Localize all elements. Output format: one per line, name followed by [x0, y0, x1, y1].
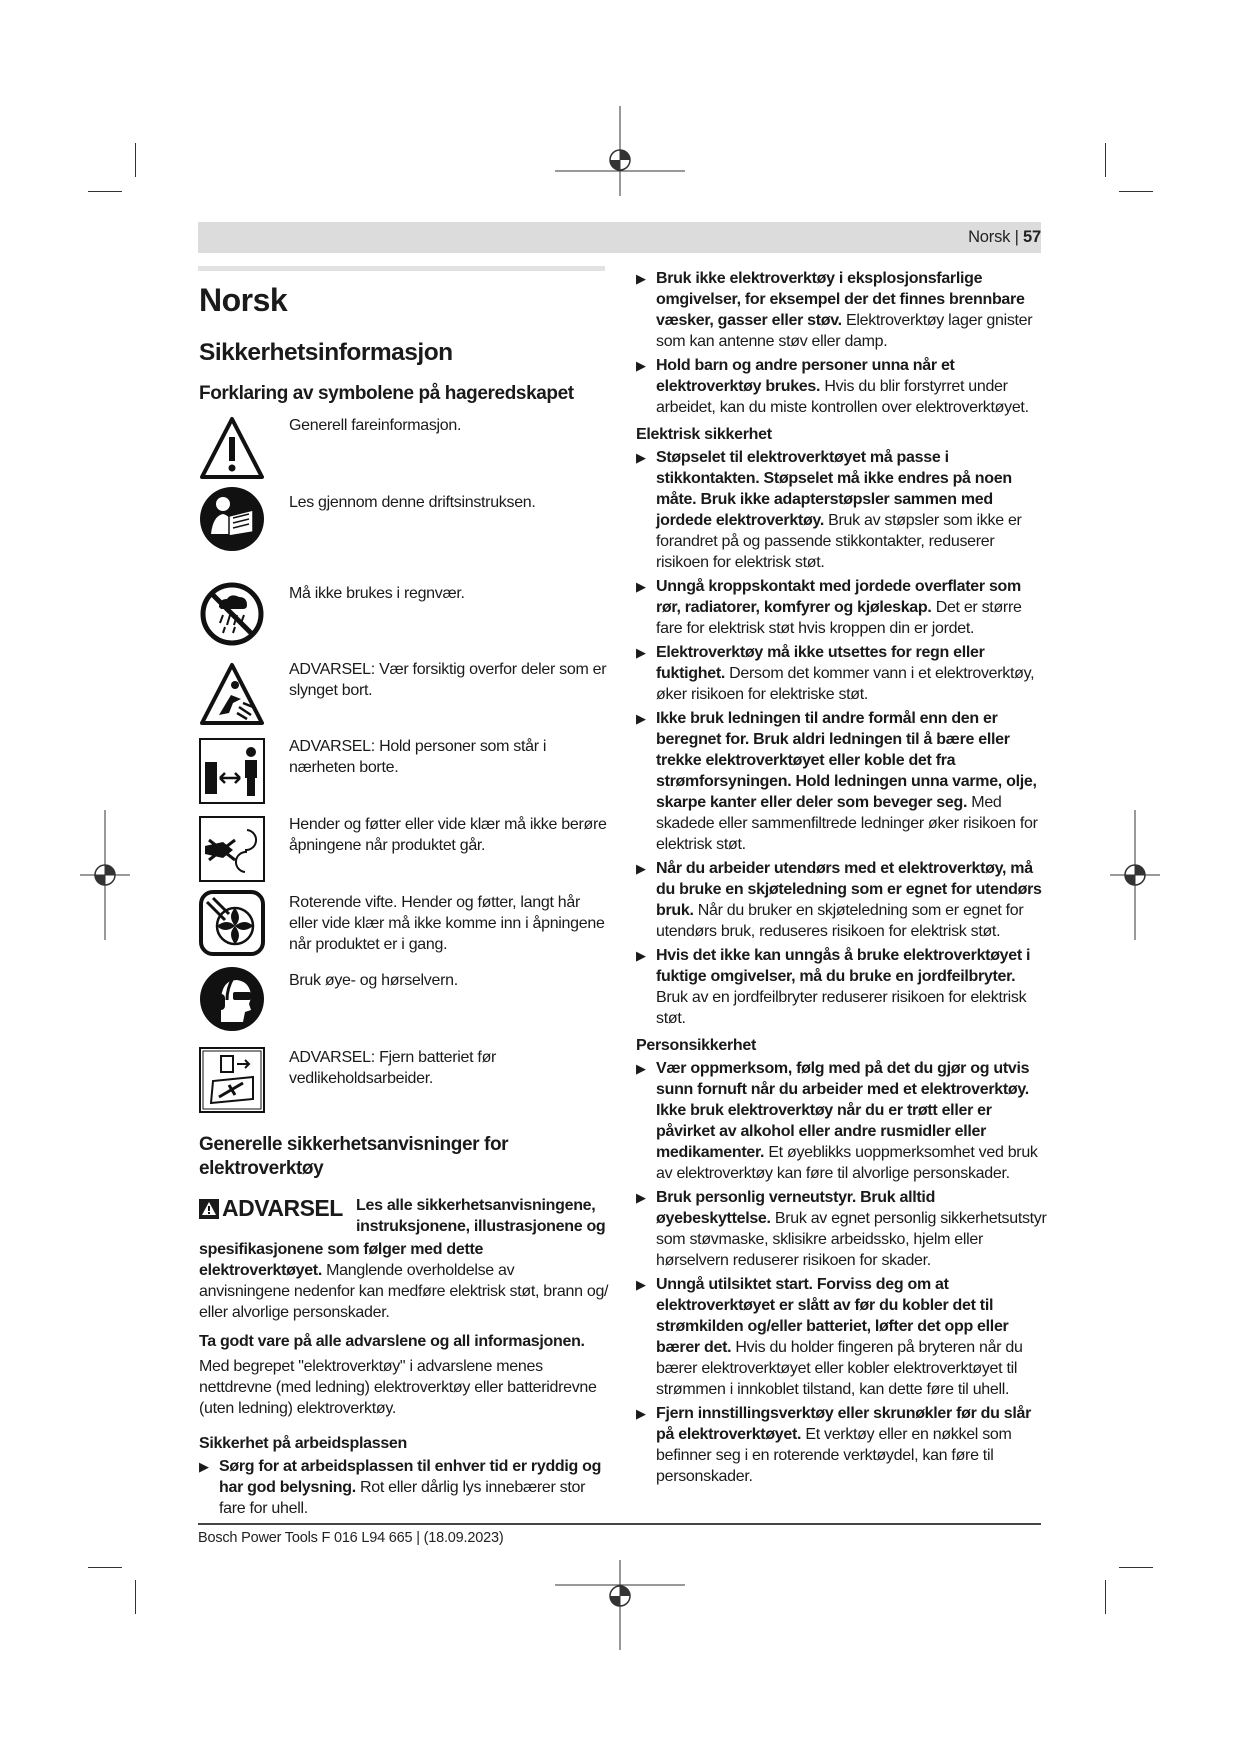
item-normal-text: Et øyeblikks uoppmerksomhet ved bruk av elektroverktøy kan føre til alvorlige personskader. [656, 1144, 1038, 1182]
item-normal-text: Det er større fare for elektrisk støt hvis kroppen din er jordet. [656, 599, 1022, 637]
list-item [636, 708, 1048, 855]
list-item [636, 355, 1048, 418]
thrown-objects-icon [199, 661, 265, 727]
item-bold-text: Sørg for at arbeidsplassen til enhver tid er ryddig og har god belysning. [219, 1458, 602, 1496]
work-area-list [199, 1456, 609, 1519]
work-area-title: Sikkerhet på arbeidsplassen [199, 1435, 408, 1452]
registration-mark-bottom [555, 1560, 685, 1650]
symbol-row [199, 492, 609, 583]
item-normal-text: Bruk av egnet personlig sikkerhetsutstyr som støvmaske, sklisikre arbeidssko, hjelm eller hørselvern reduserer risikoen for skader. [656, 1210, 1047, 1269]
item-normal-text: Når du bruker en skjøteledning som er egnet for utendørs bruk, reduseres risikoen for elektrisk støt. [656, 902, 1024, 940]
symbol-text: ADVARSEL: Vær forsiktig overfor deler som er slynget bort. [289, 661, 607, 699]
left-column [199, 275, 609, 1522]
item-bold-text: Elektroverktøy må ikke utsettes for regn eller fuktighet. [656, 644, 985, 682]
warning-bold-text: Les alle sikkerhetsanvisningene, instruksjonene, illustrasjonene og [356, 1197, 606, 1235]
section-rule [198, 266, 605, 271]
registration-mark-left [80, 810, 130, 940]
read-manual-icon [199, 486, 265, 552]
arrow-bullet-icon: ▶ [636, 1061, 646, 1076]
item-normal-text: Dersom det kommer vann i et elektroverktøy, øker risikoen for elektriske støt. [656, 665, 1035, 703]
rotating-fan-icon [199, 890, 265, 956]
item-normal-text: Bruk av støpsler som ikke er forandret på og passende stikkontakter, reduserer risikoen for elektrisk støt. [656, 512, 1022, 571]
item-bold-text: Støpselet til elektroverktøyet må passe i stikkontakten. Støpselet må ikke endres på noen måte. Bruk ikke adapterstøpsler sammen med jordede elektroverktøy. [656, 449, 1012, 529]
list-item [636, 642, 1048, 705]
item-normal-text: Hvis du blir forstyrret under arbeidet, kan du miste kontrollen over elektroverktøyet. [656, 378, 1029, 416]
symbol-row [199, 1047, 609, 1127]
arrow-bullet-icon: ▶ [636, 1190, 646, 1205]
symbol-text: Les gjennom denne driftsinstruksen. [289, 494, 536, 511]
crop-mark [1105, 1580, 1106, 1614]
item-bold-text: Unngå kroppskontakt med jordede overflater som rør, radiatorer, komfyrer og kjøleskap. [656, 578, 1021, 616]
list-item [636, 858, 1048, 942]
footer-rule [198, 1523, 1041, 1525]
list-item [636, 447, 1048, 573]
registration-mark-right [1110, 810, 1160, 940]
symbol-row [199, 970, 609, 1047]
hands-feet-icon [199, 816, 265, 882]
warning-bold-text: spesifikasjonene som følger med dette elektroverktøyet. [199, 1241, 484, 1279]
list-item [636, 1187, 1048, 1271]
symbol-list [199, 415, 609, 1127]
remove-battery-icon [199, 1047, 265, 1113]
arrow-bullet-icon: ▶ [636, 1406, 646, 1421]
arrow-bullet-icon: ▶ [636, 948, 646, 963]
item-bold-text: Fjern innstillingsverktøy eller skrunøkler før du slår på elektroverktøyet. [656, 1405, 1032, 1443]
warning-label: ADVARSEL [222, 1195, 343, 1221]
item-bold-text: Hvis det ikke kan unngås å bruke elektroverktøyet i fuktige omgivelser, må du bruke en jordfeilbryter. [656, 947, 1031, 985]
arrow-bullet-icon: ▶ [636, 711, 646, 726]
language-title: Norsk [199, 282, 288, 318]
personal-safety-list [636, 1058, 1048, 1487]
arrow-bullet-icon: ▶ [636, 450, 646, 465]
item-normal-text: Med skadede eller sammenfiltrede ledninger øker risikoen for elektrisk støt. [656, 794, 1038, 853]
symbol-text: Bruk øye- og hørselvern. [289, 972, 458, 989]
work-area-list-continued [636, 268, 1048, 418]
symbol-text: ADVARSEL: Hold personer som står i nærheten borte. [289, 738, 547, 776]
symbol-row [199, 415, 609, 492]
right-column [636, 268, 1048, 1490]
crop-mark [1105, 143, 1106, 177]
list-item [199, 1456, 609, 1519]
page-footer: Bosch Power Tools F 016 L94 665 | (18.09.2023) [198, 1530, 504, 1546]
symbol-text: ADVARSEL: Fjern batteriet før vedlikeholdsarbeider. [289, 1049, 497, 1087]
list-item [636, 576, 1048, 639]
crop-mark [88, 1567, 122, 1568]
electrical-safety-list [636, 447, 1048, 1029]
crop-mark [135, 1580, 136, 1614]
arrow-bullet-icon: ▶ [636, 645, 646, 660]
list-item [636, 945, 1048, 1029]
warning-continuation [199, 1239, 609, 1323]
no-rain-icon [199, 581, 265, 647]
general-safety-title: Generelle sikkerhetsanvisninger for elektroverktøy [199, 1134, 509, 1179]
item-normal-text: Rot eller dårlig lys innebærer stor fare for uhell. [219, 1479, 586, 1517]
section-title: Sikkerhetsinformasjon [199, 339, 453, 366]
item-bold-text: Bruk ikke elektroverktøy i eksplosjonsfarlige omgivelser, for eksempel der det finnes brennbare væsker, gasser eller støv. [656, 270, 1025, 329]
list-item [636, 1403, 1048, 1487]
arrow-bullet-icon: ▶ [636, 1277, 646, 1292]
arrow-bullet-icon: ▶ [636, 579, 646, 594]
arrow-bullet-icon: ▶ [636, 271, 646, 286]
item-bold-text: Bruk personlig verneutstyr. Bruk alltid øyebeskyttelse. [656, 1189, 936, 1227]
electrical-safety-title: Elektrisk sikkerhet [636, 426, 772, 443]
symbol-row [199, 659, 609, 736]
crop-mark [1119, 191, 1153, 192]
symbol-row [199, 736, 609, 814]
list-item [636, 268, 1048, 352]
symbols-title: Forklaring av symbolene på hageredskapet [199, 383, 574, 404]
symbol-text: Hender og føtter eller vide klær må ikke berøre åpningene når produktet går. [289, 816, 607, 854]
item-normal-text: Elektroverktøy lager gnister som kan antenne støv eller damp. [656, 312, 1033, 350]
symbol-row [199, 814, 609, 892]
item-bold-text: Vær oppmerksom, følg med på det du gjør og utvis sunn fornuft når du arbeider med et elektroverktøy. Ikke bruk elektroverktøy når du er trøtt eller er påvirket av alkohol eller andre rusmidler eller medikamenter. [656, 1060, 1030, 1161]
item-normal-text: Hvis du holder fingeren på bryteren når du bærer elektroverktøyet eller kobler elektroverktøyet til strømmen i innkoblet tilstand, kan dette føre til uhell. [656, 1339, 1023, 1398]
symbol-text: Generell fareinformasjon. [289, 417, 462, 434]
page-number: 57 [1023, 228, 1041, 246]
arrow-bullet-icon: ▶ [636, 861, 646, 876]
symbol-text: Må ikke brukes i regnvær. [289, 585, 465, 602]
warning-triangle-icon [199, 415, 265, 481]
item-normal-text: Et verktøy eller en nøkkel som befinner seg i en roterende verktøydel, kan føre til personskader. [656, 1426, 1012, 1485]
definition-text: Med begrepet "elektroverktøy" i advarslene menes nettdrevne (med ledning) elektroverktøy eller batteridrevne (uten ledning) elektroverktøy. [199, 1358, 597, 1417]
warning-block [199, 1195, 609, 1323]
arrow-bullet-icon: ▶ [199, 1459, 209, 1474]
warning-badge [199, 1195, 343, 1222]
page-header [968, 228, 1041, 247]
arrow-bullet-icon: ▶ [636, 358, 646, 373]
list-item [636, 1058, 1048, 1184]
symbol-text: Roterende vifte. Hender og føtter, langt hår eller vide klær må ikke komme inn i åpningene når produktet er i gang. [289, 894, 605, 953]
list-item [636, 1274, 1048, 1400]
crop-mark [88, 191, 122, 192]
personal-safety-title: Personsikkerhet [636, 1037, 757, 1054]
warning-sign-icon [199, 1199, 219, 1219]
keep-info-text: Ta godt vare på alle advarslene og all informasjonen. [199, 1333, 585, 1350]
symbol-row [199, 892, 609, 970]
item-bold-text: Ikke bruk ledningen til andre formål enn den er beregnet for. Bruk aldri ledningen til å bære eller trekke elektroverktøyet eller koble det fra strømforsyningen. Hold ledningen unna varme, olje, skarpe kanter eller deler som beveger seg. [656, 710, 1037, 811]
keep-distance-icon [199, 738, 265, 804]
registration-mark-top [555, 106, 685, 196]
symbol-row [199, 583, 609, 659]
header-language: Norsk [968, 228, 1011, 246]
eye-ear-protection-icon [199, 966, 265, 1032]
item-normal-text: Bruk av en jordfeilbryter reduserer risikoen for elektrisk støt. [656, 989, 1027, 1027]
header-band [198, 222, 1041, 253]
item-bold-text: Unngå utilsiktet start. Forviss deg om at elektroverktøyet er slått av før du kobler det til strømkilden og/eller batteriet, løfter det opp eller bærer det. [656, 1276, 1009, 1356]
header-separator: | [1014, 228, 1019, 246]
warning-normal-text: Manglende overholdelse av anvisningene nedenfor kan medføre elektrisk støt, brann og/ eller alvorlige personskader. [199, 1262, 609, 1321]
item-bold-text: Når du arbeider utendørs med et elektroverktøy, må du bruke en skjøteledning som er egnet for utendørs bruk. [656, 860, 1042, 919]
item-bold-text: Hold barn og andre personer unna når et elektroverktøy brukes. [656, 357, 955, 395]
crop-mark [1119, 1567, 1153, 1568]
crop-mark [135, 143, 136, 177]
